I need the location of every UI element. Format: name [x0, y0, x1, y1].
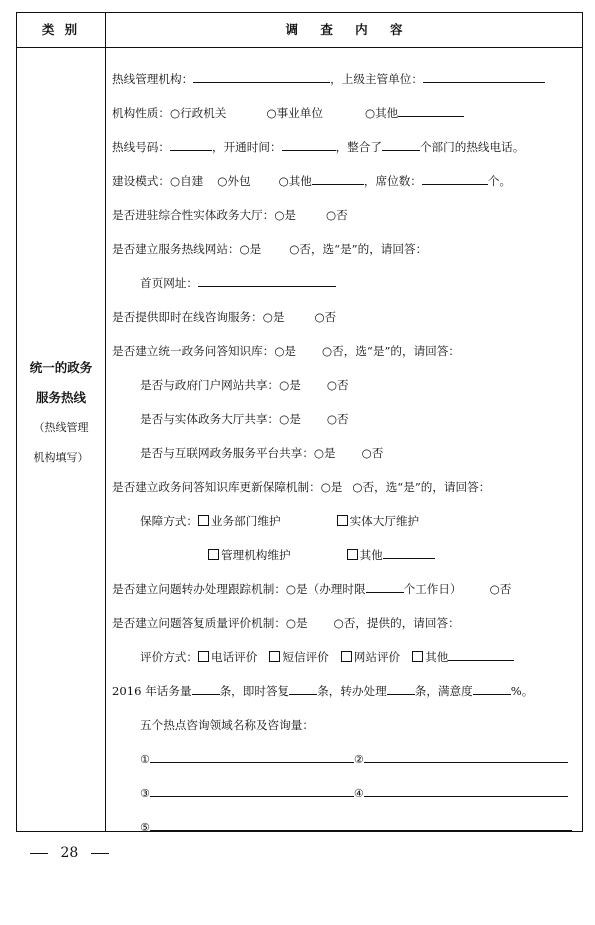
- row-share-hall: [140, 409, 578, 429]
- checkbox-web-eval[interactable]: [341, 651, 352, 662]
- checkbox-sms-eval[interactable]: [269, 651, 280, 662]
- label-transfer: 条，转办处理: [317, 684, 387, 698]
- footer-dash-left: [30, 853, 48, 854]
- row-kb-update: [112, 477, 578, 497]
- option-outsource[interactable]: ○外包: [217, 174, 251, 188]
- option-other-mode[interactable]: ○其他: [278, 174, 312, 188]
- row-hall: [112, 205, 578, 225]
- row-agency-nature: [112, 103, 578, 123]
- checkbox-other-guarantee[interactable]: [347, 549, 358, 560]
- label-quality-eval: 是否建立问题答复质量评价机制：○是: [112, 616, 308, 630]
- number-2: ②: [353, 753, 364, 766]
- label-percent: %。: [510, 684, 534, 698]
- option-other-guarantee: 其他: [359, 548, 383, 562]
- row-build-mode: [112, 171, 578, 191]
- row-homepage-url: [140, 273, 578, 293]
- option-other-nature[interactable]: ○其他: [364, 106, 399, 120]
- option-kb-no[interactable]: ○否，选“是”的，请回答：: [322, 344, 460, 358]
- label-hotline-agency: 热线管理机构：: [112, 72, 194, 86]
- row-topics-3-4: [140, 783, 578, 803]
- label-call-volume: 2016 年话务量: [112, 684, 192, 698]
- blank-topic-5[interactable]: [150, 817, 572, 831]
- label-open-time: ，开通时间：: [211, 140, 282, 154]
- label-kb-update: 是否建立政务问答知识库更新保障机制：○是: [112, 480, 343, 494]
- blank-superior-unit[interactable]: [423, 69, 545, 83]
- row-online-consult: [112, 307, 578, 327]
- blank-seat-count[interactable]: [422, 171, 488, 185]
- blank-hotline-agency[interactable]: [193, 69, 330, 83]
- category-line-2: 服务热线: [35, 390, 86, 405]
- row-knowledge-base: [112, 341, 578, 361]
- label-unit-ge: 个。: [487, 174, 512, 188]
- row-hot-topics: [140, 715, 578, 735]
- survey-form-table: [16, 12, 583, 832]
- category-line-4: 机构填写）: [33, 451, 89, 464]
- blank-instant-reply[interactable]: [289, 681, 317, 695]
- blank-topic-2[interactable]: [364, 749, 568, 763]
- blank-other-nature[interactable]: [398, 103, 464, 117]
- blank-department-count[interactable]: [382, 137, 420, 151]
- row-call-volume: [112, 681, 578, 701]
- blank-topic-4[interactable]: [364, 783, 568, 797]
- label-tracking: 是否建立问题转办处理跟踪机制：○是（办理时限: [112, 582, 366, 596]
- blank-other-mode[interactable]: [312, 171, 364, 185]
- blank-other-guarantee[interactable]: [383, 545, 435, 559]
- category-line-1: 统一的政务: [29, 360, 93, 375]
- label-working-days: 个工作日）: [403, 582, 462, 596]
- label-seat-count: ，席位数：: [363, 174, 422, 188]
- column-divider: [105, 13, 106, 831]
- option-kb-update-no[interactable]: ○否，选“是”的，请回答：: [352, 480, 491, 494]
- row-eval-mode: [140, 647, 578, 667]
- row-share-portal: [140, 375, 578, 395]
- blank-open-time[interactable]: [282, 137, 336, 151]
- option-business-dept: 业务部门维护: [210, 514, 281, 528]
- label-share-platform: 是否与互联网政务服务平台共享：○是: [140, 446, 336, 460]
- option-tracking-no[interactable]: ○否: [489, 582, 512, 596]
- blank-topic-3[interactable]: [150, 783, 354, 797]
- number-1: ①: [140, 753, 150, 766]
- blank-call-volume[interactable]: [192, 681, 220, 695]
- label-integrated: ，整合了: [335, 140, 382, 154]
- row-share-platform: [140, 443, 578, 463]
- row-hotline-agency: [112, 69, 578, 89]
- blank-transfer[interactable]: [387, 681, 415, 695]
- number-5: ⑤: [140, 821, 150, 834]
- row-guarantee-mode: [140, 511, 578, 531]
- number-4: ④: [353, 787, 364, 800]
- option-hall-maintenance: 实体大厅维护: [349, 514, 420, 528]
- category-cell: [17, 353, 105, 473]
- header-divider: [17, 47, 582, 48]
- label-superior-unit: ，上级主管单位：: [330, 72, 423, 86]
- label-agency-nature: 机构性质：○行政机关: [112, 106, 227, 120]
- label-homepage-url: 首页网址：: [140, 276, 198, 290]
- option-website-no[interactable]: ○否，选“是”的，请回答：: [289, 242, 428, 256]
- label-build-mode: 建设模式：○自建: [112, 174, 204, 188]
- blank-other-eval[interactable]: [448, 647, 514, 661]
- blank-working-days[interactable]: [366, 579, 404, 593]
- label-share-portal: 是否与政府门户网站共享：○是: [140, 378, 301, 392]
- label-eval-mode: 评价方式：: [140, 650, 198, 664]
- header-content: 调 查 内 容: [285, 22, 403, 37]
- option-quality-no[interactable]: ○否，提供的，请回答：: [333, 616, 460, 630]
- label-instant-reply: 条，即时答复: [219, 684, 290, 698]
- option-phone-eval: 电话评价: [210, 650, 258, 664]
- row-tracking: [112, 579, 578, 599]
- row-hotline-number: [112, 137, 578, 157]
- number-3: ③: [140, 787, 150, 800]
- footer-dash-right: [91, 853, 109, 854]
- option-share-hall-no[interactable]: ○否: [326, 412, 349, 426]
- label-guarantee-mode: 保障方式：: [140, 514, 198, 528]
- option-share-platform-no[interactable]: ○否: [361, 446, 384, 460]
- row-website: [112, 239, 578, 259]
- category-line-3: （热线管理: [33, 421, 89, 434]
- row-guarantee-mode-2: [208, 545, 578, 565]
- option-online-no[interactable]: ○否: [314, 310, 337, 324]
- checkbox-business-dept[interactable]: [198, 515, 209, 526]
- checkbox-phone-eval[interactable]: [198, 651, 209, 662]
- checkbox-agency-maintenance[interactable]: [208, 549, 219, 560]
- row-topics-1-2: [140, 749, 578, 769]
- blank-homepage-url[interactable]: [198, 273, 336, 287]
- option-hall-no[interactable]: ○否: [326, 208, 348, 222]
- label-knowledge-base: 是否建立统一政务问答知识库：○是: [112, 344, 297, 358]
- blank-hotline-number[interactable]: [170, 137, 212, 151]
- label-satisfaction: 条，满意度: [414, 684, 473, 698]
- page-footer: [30, 845, 109, 861]
- label-website: 是否建立服务热线网站：○是: [112, 242, 262, 256]
- row-quality-eval: [112, 613, 578, 633]
- label-hot-topics: 五个热点咨询领域名称及咨询量：: [140, 718, 314, 732]
- checkbox-other-eval[interactable]: [412, 651, 423, 662]
- label-departments: 个部门的热线电话。: [419, 140, 525, 154]
- option-share-portal-no[interactable]: ○否: [326, 378, 349, 392]
- option-sms-eval: 短信评价: [282, 650, 329, 664]
- label-hotline-number: 热线号码：: [112, 140, 170, 154]
- blank-satisfaction[interactable]: [473, 681, 511, 695]
- page-number: 28: [60, 845, 79, 861]
- row-topic-5: [140, 817, 578, 837]
- option-agency-maintenance: 管理机构维护: [221, 548, 291, 562]
- label-share-hall: 是否与实体政务大厅共享：○是: [140, 412, 301, 426]
- label-online-consult: 是否提供即时在线咨询服务：○是: [112, 310, 285, 324]
- header-category: 类 别: [41, 22, 81, 37]
- label-hall: 是否进驻综合性实体政务大厅：○是: [112, 208, 297, 222]
- option-web-eval: 网站评价: [353, 650, 401, 664]
- option-other-eval: 其他: [425, 650, 449, 664]
- option-public-institution[interactable]: ○事业单位: [266, 106, 323, 120]
- blank-topic-1[interactable]: [150, 749, 354, 763]
- checkbox-hall-maintenance[interactable]: [337, 515, 348, 526]
